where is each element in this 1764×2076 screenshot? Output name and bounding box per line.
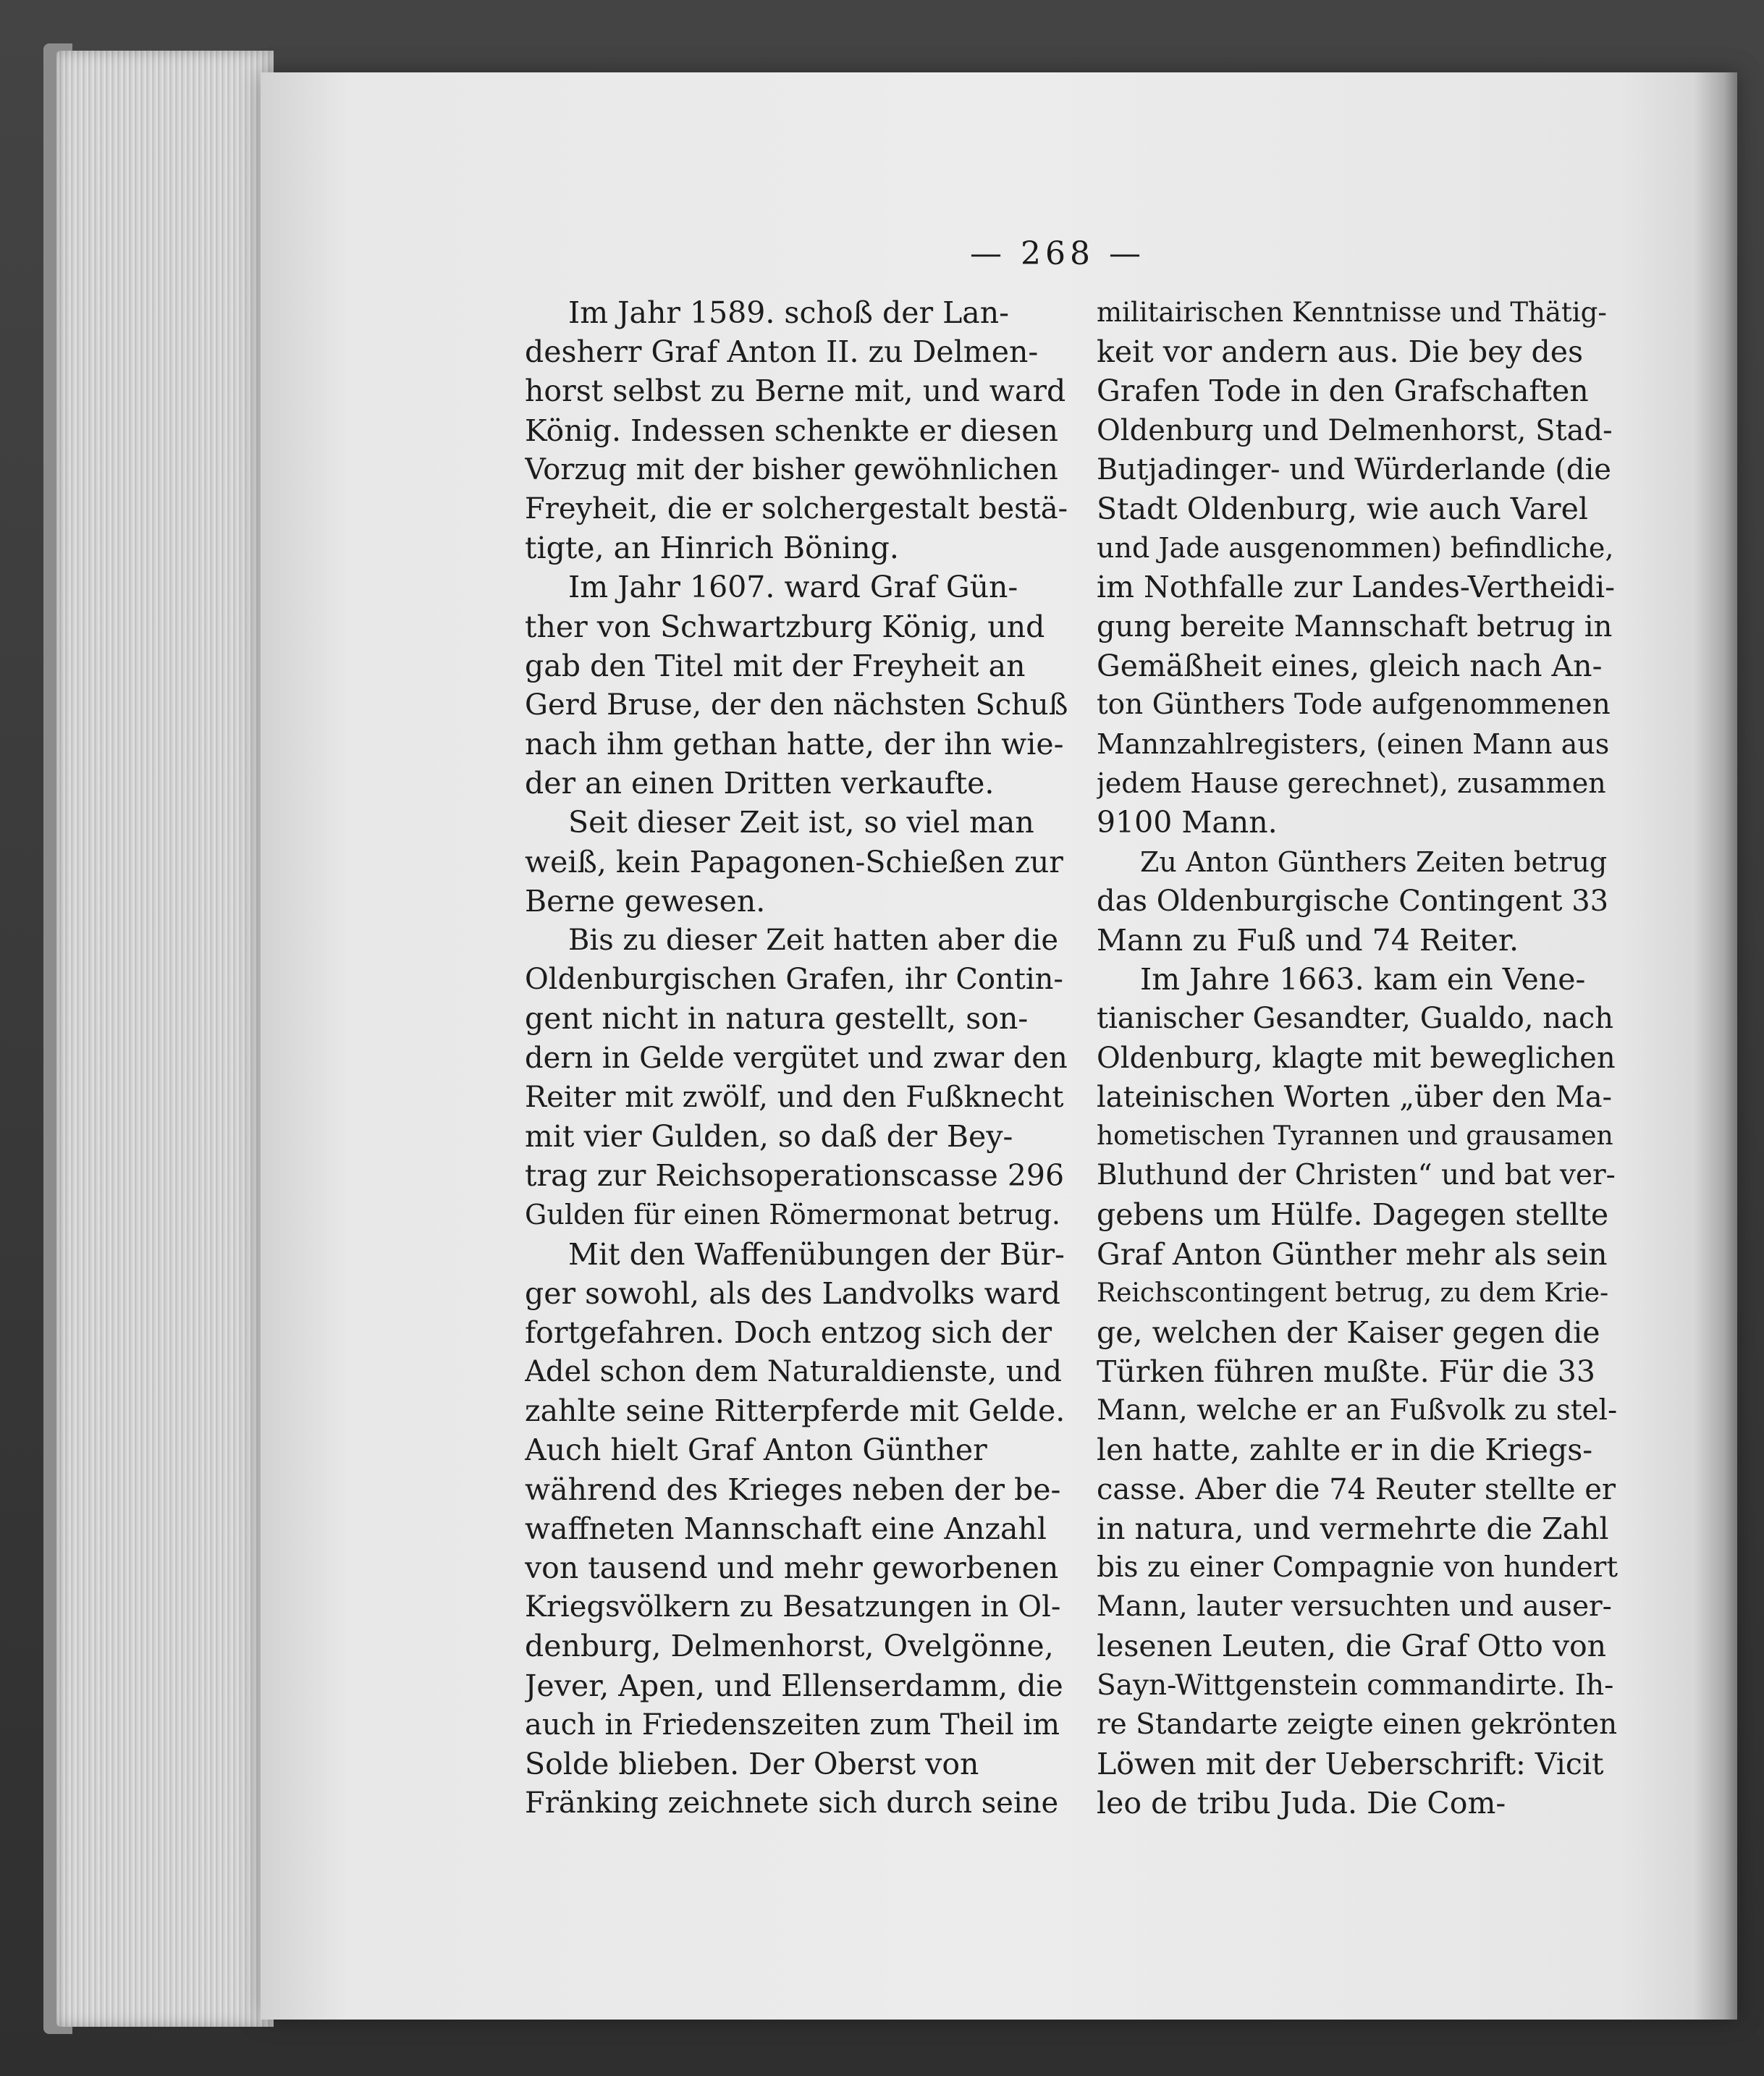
page-number: — 268 — bbox=[970, 235, 1145, 272]
text-line: ther von Schwartzburg König, und bbox=[525, 609, 1045, 644]
text-line: Jever, Apen, und Ellenserdamm, die bbox=[525, 1668, 1063, 1703]
text-line: weiß, kein Papagonen-Schießen zur bbox=[525, 844, 1063, 879]
text-line: Mann zu Fuß und 74 Reiter. bbox=[1097, 923, 1519, 958]
text-line: trag zur Reichsoperationscasse 296 bbox=[525, 1158, 1065, 1194]
text-line: Zu Anton Günthers Zeiten betrug bbox=[1140, 845, 1608, 878]
text-line: Mannzahlregisters, (einen Mann aus bbox=[1097, 728, 1610, 761]
text-line: Stadt Oldenburg, wie auch Varel bbox=[1097, 491, 1588, 526]
text-line: Oldenburgischen Grafen, ihr Contin- bbox=[525, 963, 1063, 997]
text-line: Vorzug mit der bisher gewöhnlichen bbox=[525, 452, 1058, 486]
text-line: Graf Anton Günther mehr als sein bbox=[1097, 1236, 1608, 1272]
text-line: hometischen Tyrannen und grausamen bbox=[1097, 1121, 1613, 1151]
text-line: Oldenburg, klagte mit beweglichen bbox=[1097, 1041, 1616, 1075]
text-line: Bluthund der Christen“ und bat ver- bbox=[1097, 1159, 1616, 1192]
page-gutter-shadow bbox=[1694, 72, 1737, 2020]
text-line: desherr Graf Anton II. zu Delmen- bbox=[525, 334, 1039, 370]
text-line: Türken führen mußte. Für die 33 bbox=[1097, 1354, 1595, 1390]
text-line: Seit dieser Zeit ist, so viel man bbox=[568, 805, 1034, 840]
text-line: und Jade ausgenommen) befindliche, bbox=[1097, 532, 1614, 565]
text-line: 9100 Mann. bbox=[1097, 805, 1278, 840]
text-line: Oldenburg und Delmenhorst, Stad- bbox=[1097, 413, 1613, 447]
text-line: ge, welchen der Kaiser gegen die bbox=[1097, 1315, 1600, 1350]
text-line: len hatte, zahlte er in die Kriegs- bbox=[1097, 1432, 1593, 1468]
text-line: das Oldenburgische Contingent 33 bbox=[1097, 884, 1609, 918]
text-line: ger sowohl, als des Landvolks ward bbox=[525, 1275, 1061, 1311]
text-line: Auch hielt Graf Anton Günther bbox=[525, 1432, 987, 1468]
text-line: mit vier Gulden, so daß der Bey- bbox=[525, 1118, 1013, 1154]
text-line: Fränking zeichnete sich durch seine bbox=[525, 1786, 1059, 1820]
text-line: gung bereite Mannschaft betrug in bbox=[1097, 609, 1613, 644]
text-line: auch in Friedenszeiten zum Theil im bbox=[525, 1708, 1060, 1742]
text-line: Mann, lauter versuchten und auser- bbox=[1097, 1590, 1612, 1624]
text-line: der an einen Dritten verkaufte. bbox=[525, 766, 995, 801]
text-line: von tausend und mehr geworbenen bbox=[525, 1550, 1059, 1585]
text-line: gent nicht in natura gestellt, son- bbox=[525, 1001, 1029, 1037]
text-line: Mann, welche er an Fußvolk zu stel- bbox=[1097, 1394, 1618, 1427]
text-line: Butjadinger- und Würderlande (die bbox=[1097, 452, 1611, 486]
text-line: Bis zu dieser Zeit hatten aber die bbox=[568, 924, 1059, 957]
text-line: Solde blieben. Der Oberst von bbox=[525, 1746, 979, 1781]
text-line: Gerd Bruse, der den nächsten Schuß bbox=[525, 688, 1068, 722]
text-line: Adel schon dem Naturaldienste, und bbox=[525, 1355, 1062, 1389]
text-line: leo de tribu Juda. Die Com- bbox=[1097, 1786, 1506, 1821]
text-line: Mit den Waffenübungen der Bür- bbox=[568, 1236, 1065, 1272]
text-line: waffneten Mannschaft eine Anzahl bbox=[525, 1511, 1047, 1546]
text-line: Berne gewesen. bbox=[525, 883, 766, 919]
text-line: denburg, Delmenhorst, Ovelgönne, bbox=[525, 1629, 1054, 1664]
text-line: Im Jahr 1589. schoß der Lan- bbox=[568, 295, 1010, 330]
text-line: Löwen mit der Ueberschrift: Vicit bbox=[1097, 1746, 1604, 1781]
text-line: horst selbst zu Berne mit, und ward bbox=[525, 374, 1066, 409]
text-line: nach ihm gethan hatte, der ihn wie- bbox=[525, 727, 1064, 762]
text-line: Kriegsvölkern zu Besatzungen in Ol- bbox=[525, 1590, 1061, 1624]
text-line: Freyheit, die er solchergestalt bestä- bbox=[525, 491, 1068, 526]
text-line: jedem Hause gerechnet), zusammen bbox=[1097, 767, 1606, 800]
text-line: Gulden für einen Römermonat betrug. bbox=[525, 1199, 1060, 1231]
text-line: keit vor andern aus. Die bey des bbox=[1097, 334, 1584, 370]
text-line: lateinischen Worten „über den Ma- bbox=[1097, 1080, 1613, 1114]
text-line: dern in Gelde vergütet und zwar den bbox=[525, 1041, 1068, 1075]
text-line: bis zu einer Compagnie von hundert bbox=[1097, 1551, 1618, 1584]
text-line: Sayn-Wittgenstein commandirte. Ih- bbox=[1097, 1668, 1614, 1702]
text-line: im Nothfalle zur Landes-Vertheidi- bbox=[1097, 570, 1615, 605]
text-line: Reiter mit zwölf, und den Fußknecht bbox=[525, 1080, 1064, 1114]
text-line: Reichscontingent betrug, zu dem Krie- bbox=[1097, 1278, 1609, 1308]
text-column-right bbox=[1097, 293, 1618, 1823]
text-line: König. Indessen schenkte er diesen bbox=[525, 413, 1058, 448]
text-line: zahlte seine Ritterpferde mit Gelde. bbox=[525, 1393, 1065, 1429]
page-edges-stack bbox=[56, 51, 274, 2027]
text-line: ton Günthers Tode aufgenommenen bbox=[1097, 688, 1611, 721]
text-line: Grafen Tode in den Grafschaften bbox=[1097, 374, 1589, 409]
text-line: re Standarte zeigte einen gekrönten bbox=[1097, 1708, 1618, 1741]
text-line: Gemäßheit eines, gleich nach An- bbox=[1097, 648, 1603, 683]
text-line: lesenen Leuten, die Graf Otto von bbox=[1097, 1629, 1607, 1664]
text-line: fortgefahren. Doch entzog sich der bbox=[525, 1315, 1052, 1350]
text-line: casse. Aber die 74 Reuter stellte er bbox=[1097, 1472, 1616, 1506]
text-line: tigte, an Hinrich Böning. bbox=[525, 531, 899, 566]
text-line: gebens um Hülfe. Dagegen stellte bbox=[1097, 1197, 1609, 1233]
text-line: in natura, und vermehrte die Zahl bbox=[1097, 1511, 1609, 1546]
text-line: Im Jahr 1607. ward Graf Gün- bbox=[568, 570, 1018, 605]
text-line: tianischer Gesandter, Gualdo, nach bbox=[1097, 1002, 1613, 1036]
text-line: militairischen Kenntnisse und Thätig- bbox=[1097, 297, 1607, 328]
text-line: Im Jahre 1663. kam ein Vene- bbox=[1140, 962, 1586, 997]
text-line: gab den Titel mit der Freyheit an bbox=[525, 648, 1026, 683]
text-column-left bbox=[525, 293, 1068, 1823]
text-line: während des Krieges neben der be- bbox=[525, 1472, 1061, 1507]
